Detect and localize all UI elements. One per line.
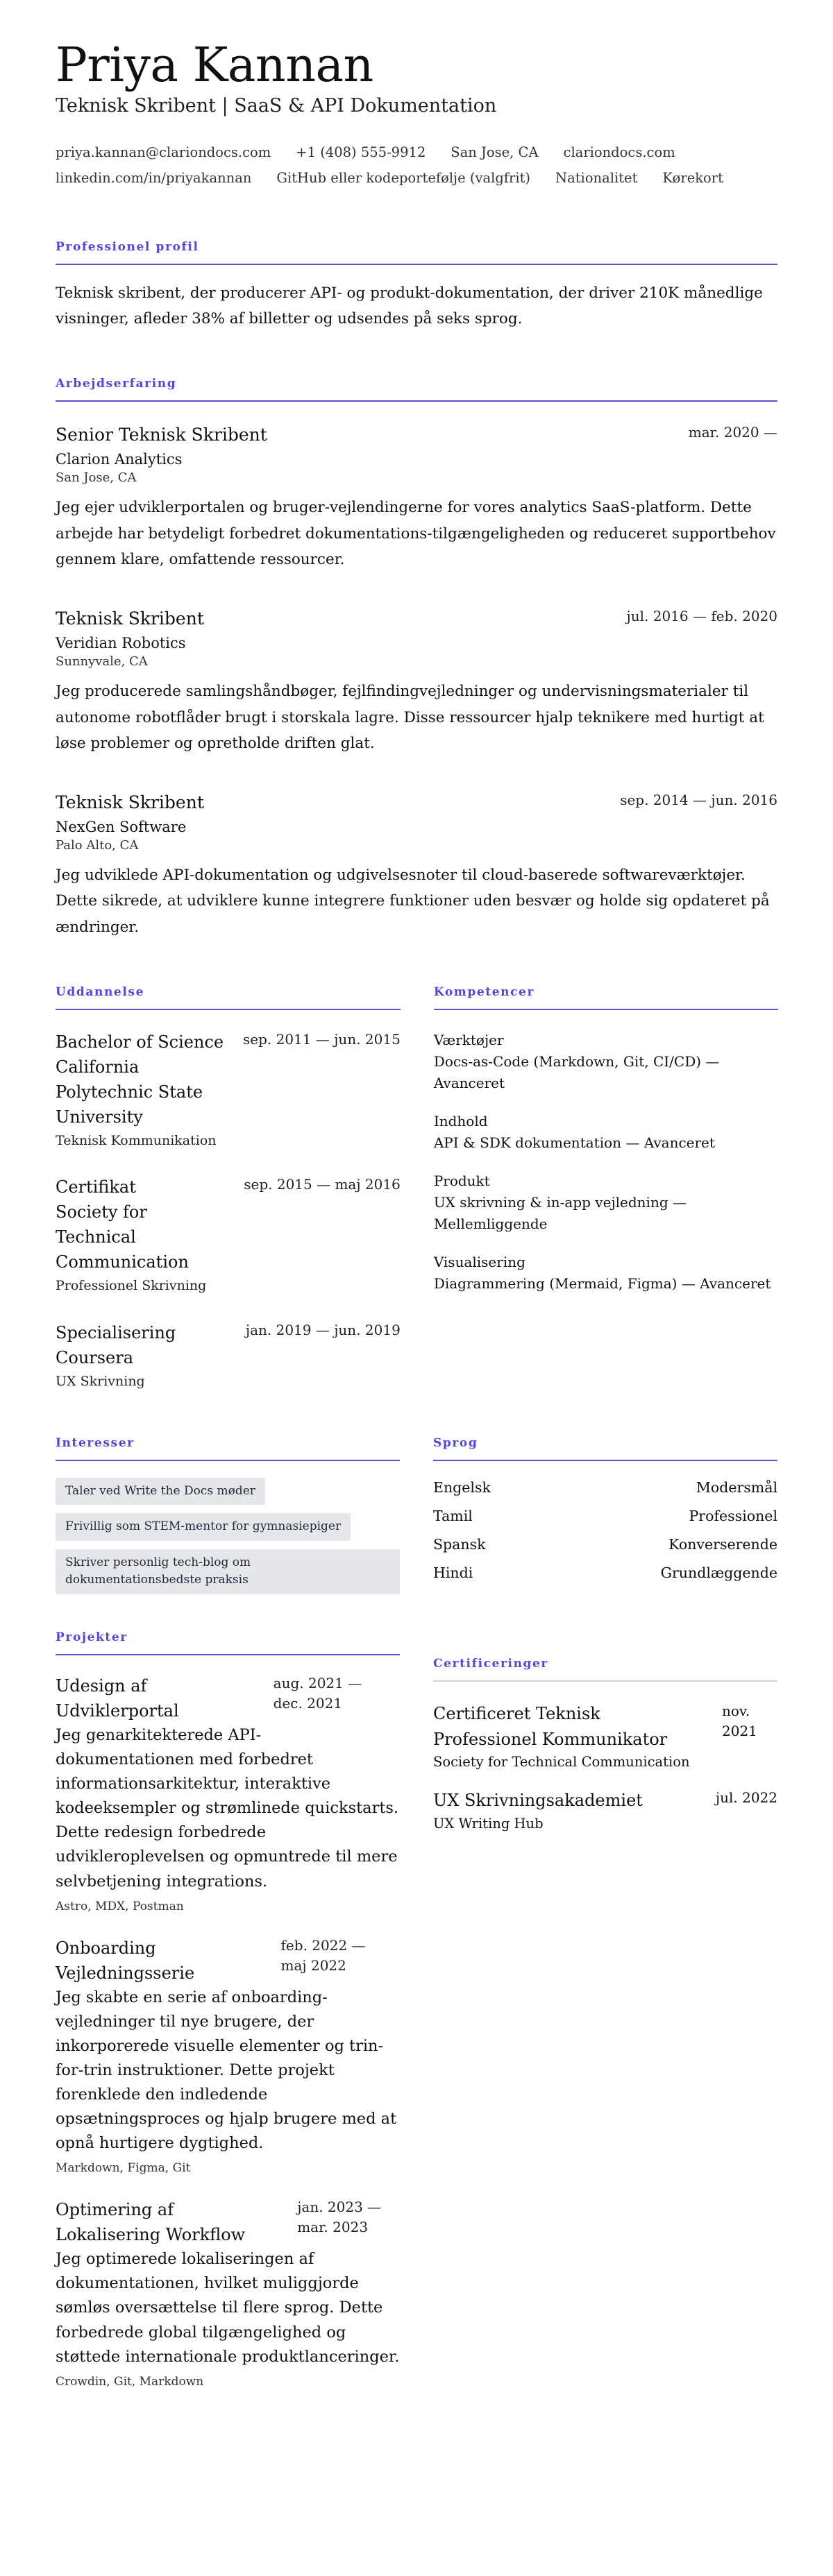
education-entry — [56, 1175, 401, 1296]
project-header — [56, 2197, 400, 2247]
skill-value: UX skrivning & in-app vejledning — Mellemliggende — [433, 1193, 687, 1232]
contact-list — [56, 144, 777, 186]
certifications-section — [433, 1657, 777, 1832]
education-entry — [56, 1030, 401, 1151]
language-level: Grundlæggende — [660, 1564, 777, 1581]
job-header — [56, 423, 777, 447]
job-dates: jul. 2016 — feb. 2020 — [626, 607, 777, 624]
interest-tag: Frivillig som STEM-mentor for gymnasiepiger — [56, 1513, 351, 1541]
section-heading: Projekter — [56, 1630, 400, 1655]
education-main — [56, 1175, 229, 1296]
job-dates: sep. 2014 — jun. 2016 — [620, 791, 777, 808]
school-name: Society for Technical Communication — [56, 1202, 189, 1272]
language-row — [433, 1530, 777, 1559]
job-title: Teknisk Skribent — [56, 792, 204, 812]
section-heading: Sprog — [433, 1436, 777, 1461]
experience-section — [56, 377, 777, 941]
section-heading: Uddannelse — [56, 985, 401, 1010]
two-column-row — [56, 985, 777, 1392]
job-description: Jeg udviklede API-dokumentation og udgivelsesnoter til cloud-baserede softwareværktøjer. Dette sikrede, at udviklere kunne integrere funktioner uden besvær og holde sig opdateret på ændringer. — [56, 866, 770, 937]
profile-summary: Teknisk skribent, der producerer API- og produkt-dokumentation, der driver 210K månedlige visninger, afleder 38% af billetter og udsendes på seks sprog. — [56, 284, 763, 328]
project-entry — [56, 1936, 400, 2176]
education-dates: jan. 2019 — jun. 2019 — [245, 1321, 401, 1338]
project-title: Onboarding Vejledningsserie — [56, 1938, 195, 1983]
interests-section — [56, 1436, 400, 1594]
project-tech: Astro, MDX, Postman — [56, 1899, 184, 1913]
project-title: Optimering af Lokalisering Workflow — [56, 2200, 246, 2245]
languages-section — [433, 1436, 777, 1587]
school-name: California Polytechnic State University — [56, 1057, 203, 1127]
contact-location: San Jose, CA — [451, 144, 539, 160]
education-header — [56, 1320, 401, 1392]
project-description: Jeg skabte en serie af onboarding-vejledninger til nye brugere, der inkorporerede visuelle elementer og trin-for-trin instruktioner. Dette projekt forenklede den indledende opsætningsproces og hjalp brugere med at opnå hurtigere dygtighed. — [56, 1988, 397, 2153]
language-level: Konverserende — [668, 1535, 777, 1553]
degree-title: Bachelor of Science — [56, 1032, 224, 1052]
language-name: Tamil — [433, 1507, 473, 1524]
education-main — [56, 1030, 229, 1151]
project-description: Jeg optimerede lokaliseringen af dokumentationen, hvilket muliggjorde sømløs oversættelse til flere sprog. Dette forbedrede global tilgængelighed og støttede internationale produktlanceringer. — [56, 2250, 400, 2366]
education-header — [56, 1175, 401, 1296]
job-location: Palo Alto, CA — [56, 837, 139, 853]
contact-github[interactable]: GitHub eller kodeportefølje (valgfrit) — [276, 169, 531, 186]
job-entry — [56, 423, 777, 573]
education-dates: sep. 2011 — jun. 2015 — [243, 1030, 401, 1048]
job-company: Clarion Analytics — [56, 451, 183, 468]
degree-title: Specialisering — [56, 1322, 176, 1342]
job-title: Teknisk Skribent — [56, 608, 204, 629]
interest-tag: Taler ved Write the Docs møder — [56, 1478, 265, 1505]
certification-entry — [433, 1701, 777, 1770]
certification-header — [433, 1701, 777, 1770]
section-heading: Professionel profil — [56, 240, 777, 265]
skill-entry — [434, 1170, 778, 1235]
language-name: Hindi — [433, 1564, 473, 1581]
certification-title: Certificeret Teknisk Professionel Kommunikator — [433, 1703, 668, 1750]
skill-entry — [434, 1111, 778, 1154]
projects-section — [56, 1630, 400, 2389]
job-description: Jeg ejer udviklerportalen og bruger-vejlendingerne for vores analytics SaaS-platform. Dette arbejde har betydeligt forbedret dokumentations-tilgængeligheden og reduceret supportbehov gennem klare, omfattende ressourcer. — [56, 499, 776, 569]
skill-category: Værktøjer — [433, 1031, 504, 1048]
certification-title: UX Skrivningsakademiet — [433, 1791, 643, 1811]
section-heading: Certificeringer — [433, 1657, 777, 1682]
job-description: Jeg producerede samlingshåndbøger, fejlfindingvejledninger og undervisningsmaterialer til autonome robotflåder brugt i storskala lagre. Disse ressourcer hjalp teknikere med hurtigt at løse problemer og opretholde driften glat. — [56, 682, 764, 753]
skill-category: Visualisering — [433, 1253, 525, 1270]
certification-date: jul. 2022 — [715, 1789, 777, 1807]
certification-date: nov. 2021 — [722, 1702, 757, 1739]
job-location: San Jose, CA — [56, 470, 137, 486]
project-tech: Markdown, Figma, Git — [56, 2161, 191, 2176]
project-dates: aug. 2021 — dec. 2021 — [273, 1674, 362, 1712]
project-entry — [56, 1673, 400, 1913]
field-of-study: Teknisk Kommunikation — [56, 1132, 217, 1148]
language-row — [433, 1502, 777, 1530]
profile-section — [56, 240, 777, 332]
job-header — [56, 790, 777, 814]
skill-category: Indhold — [433, 1112, 488, 1129]
section-heading: Interesser — [56, 1436, 400, 1461]
contact-license: Kørekort — [662, 169, 723, 186]
contact-phone[interactable]: +1 (408) 555-9912 — [296, 144, 426, 160]
language-row — [433, 1559, 777, 1587]
candidate-headline: Teknisk Skribent | SaaS & API Dokumentation — [56, 94, 497, 117]
job-dates: mar. 2020 — — [688, 424, 777, 441]
contact-nationality: Nationalitet — [555, 169, 638, 186]
contact-linkedin[interactable]: linkedin.com/in/priyakannan — [56, 169, 252, 186]
skill-entry — [434, 1252, 778, 1295]
certification-entry — [433, 1788, 777, 1831]
project-entry — [56, 2197, 400, 2388]
project-tech: Crowdin, Git, Markdown — [56, 2374, 204, 2389]
language-name: Engelsk — [433, 1478, 491, 1496]
job-title: Senior Teknisk Skribent — [56, 425, 267, 445]
school-name: Coursera — [56, 1347, 134, 1367]
education-section — [56, 985, 401, 1392]
field-of-study: Professionel Skrivning — [56, 1278, 207, 1294]
candidate-name: Priya Kannan — [56, 38, 373, 93]
certification-main — [433, 1701, 708, 1770]
skill-value: API & SDK dokumentation — Avanceret — [433, 1134, 715, 1151]
job-entry — [56, 606, 777, 757]
project-title: Udesign af Udviklerportal — [56, 1675, 179, 1721]
job-company: NexGen Software — [56, 818, 187, 835]
skill-value: Diagrammering (Mermaid, Figma) — Avanceret — [433, 1274, 771, 1292]
job-entry — [56, 790, 777, 941]
certification-main — [433, 1788, 643, 1831]
section-heading: Arbejdserfaring — [56, 377, 777, 402]
education-entry — [56, 1320, 401, 1392]
job-location: Sunnyvale, CA — [56, 654, 148, 669]
project-dates: feb. 2022 — maj 2022 — [280, 1936, 366, 1974]
project-dates: jan. 2023 — mar. 2023 — [297, 2199, 382, 2236]
language-row — [433, 1474, 777, 1502]
language-name: Spansk — [433, 1535, 486, 1553]
language-level: Professionel — [689, 1507, 777, 1524]
project-header — [56, 1673, 400, 1723]
language-level: Modersmål — [696, 1478, 777, 1496]
contact-website[interactable]: clariondocs.com — [563, 144, 675, 160]
skills-section — [434, 985, 778, 1392]
field-of-study: UX Skrivning — [56, 1373, 145, 1389]
certification-issuer: Society for Technical Communication — [433, 1754, 690, 1771]
education-dates: sep. 2015 — maj 2016 — [244, 1176, 401, 1193]
education-main — [56, 1320, 229, 1392]
skill-value: Docs-as-Code (Markdown, Git, CI/CD) — Avanceret — [433, 1052, 720, 1091]
degree-title: Certifikat — [56, 1177, 136, 1197]
contact-email[interactable]: priya.kannan@clariondocs.com — [56, 144, 271, 160]
certification-header — [433, 1788, 777, 1831]
project-description: Jeg genarkitekterede API-dokumentationen med forbedret informationsarkitektur, interaktive kodeeksempler og strømlinede quickstarts. Dette redesign forbedrede udvikleroplevelsen og opmuntrede til mere selvbetjening integrations. — [56, 1725, 399, 1891]
education-header — [56, 1030, 401, 1151]
two-column-row — [56, 1436, 777, 2389]
interest-tag: Skriver personlig tech-blog om dokumentationsbedste praksis — [56, 1549, 400, 1594]
project-header — [56, 1936, 400, 1986]
certification-issuer: UX Writing Hub — [433, 1815, 544, 1832]
section-heading: Kompetencer — [434, 985, 778, 1010]
job-company: Veridian Robotics — [56, 634, 186, 651]
skill-entry — [434, 1030, 778, 1094]
job-header — [56, 606, 777, 631]
skill-category: Produkt — [433, 1172, 490, 1189]
